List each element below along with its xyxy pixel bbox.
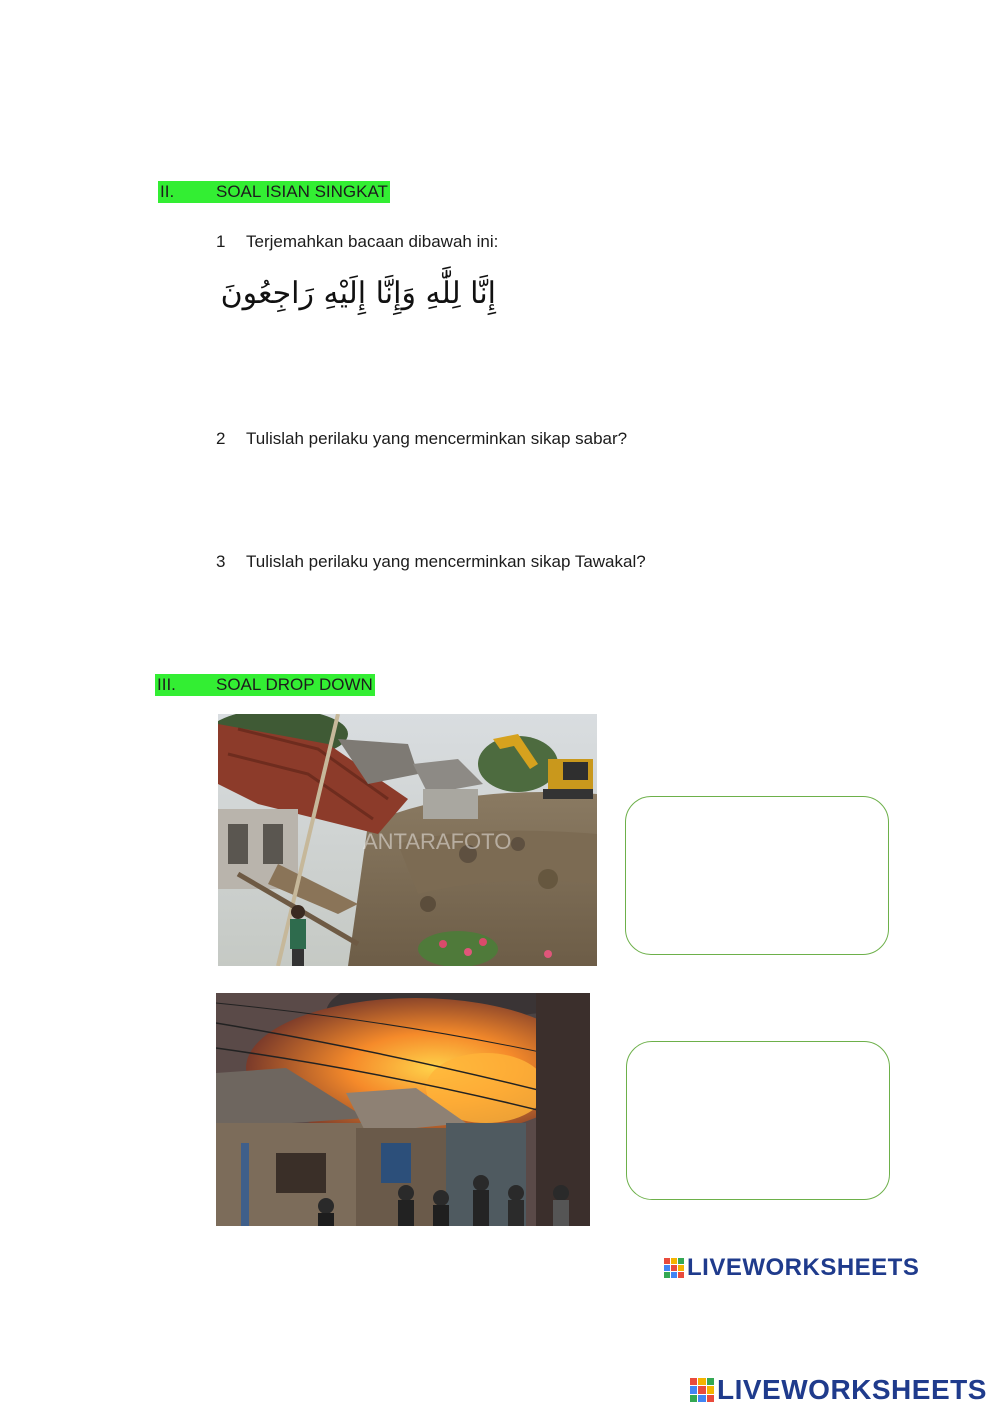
arabic-phrase: إِنَّا لِلَّٰهِ وَإِنَّا إِلَيْهِ رَاجِعُونَ (220, 276, 496, 311)
liveworksheets-logo (664, 1254, 919, 1282)
house-fire-photo (216, 993, 590, 1226)
section-number: II. (160, 182, 175, 201)
question-text: Terjemahkan bacaan dibawah ini: (246, 232, 499, 251)
section-title: SOAL DROP DOWN (216, 675, 373, 694)
question-2 (216, 428, 627, 450)
logo-grid-icon (664, 1258, 684, 1278)
section-number: III. (157, 675, 176, 694)
logo-text: LIVEWORKSHEETS (717, 1374, 987, 1405)
question-number: 2 (216, 429, 226, 448)
question-number: 3 (216, 552, 226, 571)
answer-dropdown-2[interactable] (626, 1041, 890, 1200)
logo-grid-icon (690, 1378, 714, 1402)
logo-text: LIVEWORKSHEETS (687, 1254, 920, 1281)
answer-dropdown-1[interactable] (625, 796, 889, 955)
section-title: SOAL ISIAN SINGKAT (216, 182, 388, 201)
section-heading-3 (155, 674, 375, 696)
landslide-photo (218, 714, 597, 966)
question-1 (216, 231, 498, 253)
liveworksheets-footer-logo (690, 1374, 987, 1406)
section-heading-2 (158, 181, 390, 203)
question-text: Tulislah perilaku yang mencerminkan sikap Tawakal? (246, 552, 646, 571)
question-number: 1 (216, 232, 226, 251)
question-3 (216, 551, 646, 573)
question-text: Tulislah perilaku yang mencerminkan sikap sabar? (246, 429, 628, 448)
photo-watermark: ANTARAFOTO (363, 829, 512, 854)
